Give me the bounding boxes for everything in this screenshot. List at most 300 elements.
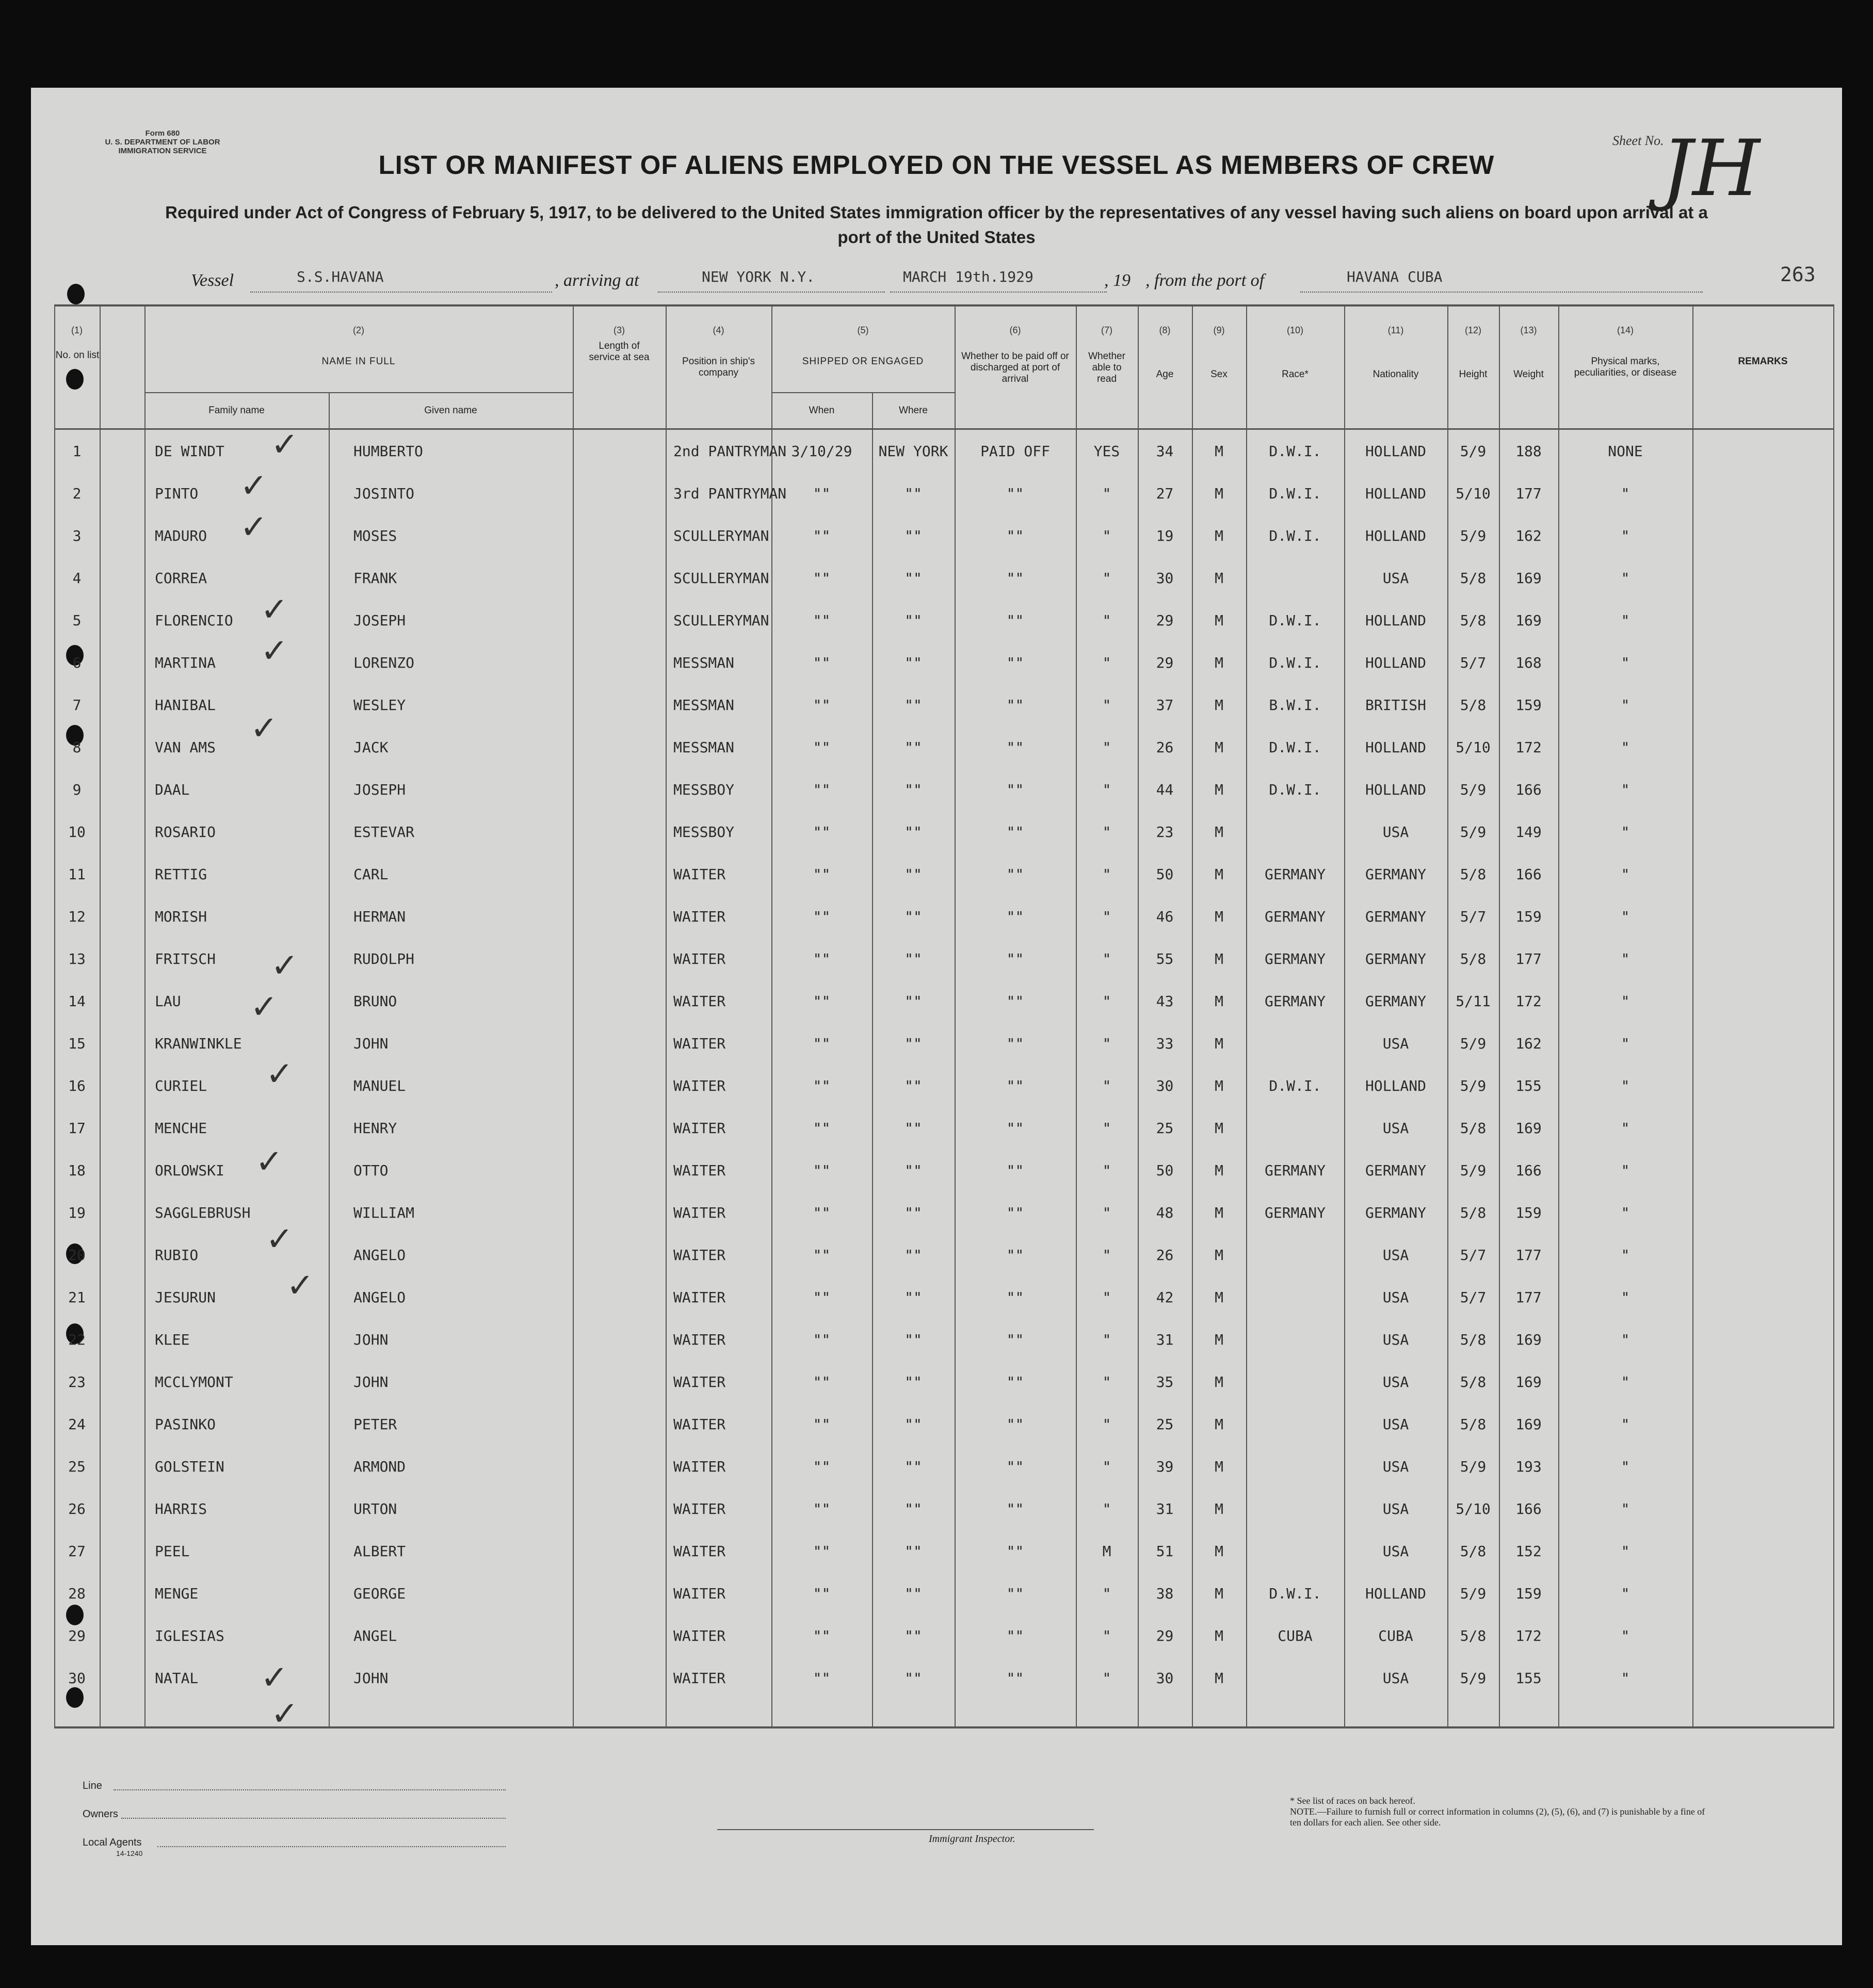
sex-cell: M [1215, 1416, 1223, 1433]
paid-off-cell: "" [1006, 697, 1024, 714]
shipped-divider [771, 392, 955, 393]
able-to-read-cell: " [1102, 1416, 1111, 1433]
crew-table [54, 304, 1834, 1733]
sex-cell: M [1215, 1162, 1223, 1179]
position-cell: MESSMAN [673, 697, 735, 714]
able-to-read-cell: " [1102, 570, 1111, 587]
able-to-read-cell: " [1102, 1289, 1111, 1306]
stamp-number: 263 [1780, 263, 1816, 286]
nationality-cell: USA [1382, 1500, 1409, 1517]
nationality-cell: HOLLAND [1365, 485, 1426, 502]
given-name-cell: LORENZO [353, 654, 415, 671]
physical-marks-cell: " [1621, 485, 1630, 502]
race-cell: GERMANY [1264, 950, 1326, 967]
age-cell: 46 [1156, 908, 1174, 925]
shipped-when-cell: "" [813, 612, 831, 629]
sex-cell: M [1215, 1035, 1223, 1052]
table-row [54, 1065, 1834, 1107]
shipped-where-cell: "" [905, 1331, 922, 1348]
weight-cell: 177 [1515, 485, 1542, 502]
row-number-cell: 22 [68, 1331, 86, 1348]
year-label: , 19 [1104, 271, 1131, 290]
able-to-read-cell: " [1102, 1373, 1111, 1391]
row-number-cell: 30 [68, 1670, 86, 1687]
table-row [54, 1108, 1834, 1149]
race-cell: D.W.I. [1269, 485, 1321, 502]
age-cell: 44 [1156, 781, 1174, 798]
given-name-cell: RUDOLPH [353, 950, 415, 967]
family-name-cell: FRITSCH [155, 950, 216, 967]
header-where: Where [899, 405, 928, 416]
form-number: Form 680 [145, 129, 180, 138]
check-mark: ✓ [261, 591, 288, 629]
physical-marks-cell: " [1621, 1035, 1630, 1052]
table-row [54, 854, 1834, 895]
header-able-read: Whether able to read [1088, 351, 1125, 384]
given-name-cell: ARMOND [353, 1458, 406, 1475]
sex-cell: M [1215, 993, 1223, 1010]
height-cell: 5/8 [1460, 1331, 1487, 1348]
table-row [54, 1362, 1834, 1403]
nationality-cell: HOLLAND [1365, 527, 1426, 544]
paid-off-cell: "" [1006, 485, 1024, 502]
vessel-name: S.S.HAVANA [297, 268, 384, 285]
document-subtitle [83, 200, 1790, 250]
age-cell: 26 [1156, 739, 1174, 756]
physical-marks-cell: " [1621, 527, 1630, 544]
able-to-read-cell: " [1102, 866, 1111, 883]
shipped-when-cell: "" [813, 1543, 831, 1560]
paid-off-cell: "" [1006, 950, 1024, 967]
nationality-cell: USA [1382, 1035, 1409, 1052]
nationality-cell: GERMANY [1365, 866, 1426, 883]
row-number-cell: 5 [72, 612, 82, 629]
weight-cell: 169 [1515, 1331, 1542, 1348]
table-row [54, 515, 1834, 557]
sex-cell: M [1215, 950, 1223, 967]
header-given-name: Given name [424, 405, 477, 416]
shipped-when-cell: "" [813, 527, 831, 544]
race-cell [1246, 1023, 1344, 1064]
row-number-cell: 6 [72, 654, 82, 671]
able-to-read-cell: " [1102, 823, 1111, 841]
height-cell: 5/8 [1460, 570, 1487, 587]
race-cell [1246, 1362, 1344, 1403]
able-to-read-cell: " [1102, 1035, 1111, 1052]
family-name-cell: SAGGLEBRUSH [155, 1204, 251, 1221]
nationality-cell: GERMANY [1365, 993, 1426, 1010]
weight-cell: 177 [1515, 1247, 1542, 1264]
able-to-read-cell: " [1102, 1247, 1111, 1264]
paid-off-cell: "" [1006, 1077, 1024, 1094]
race-cell: D.W.I. [1269, 1077, 1321, 1094]
physical-marks-cell: " [1621, 1373, 1630, 1391]
height-cell: 5/8 [1460, 950, 1487, 967]
shipped-where-cell: "" [905, 1670, 922, 1687]
shipped-where-cell: "" [905, 1543, 922, 1560]
race-cell: D.W.I. [1269, 1585, 1321, 1602]
shipped-when-cell: "" [813, 1120, 831, 1137]
race-cell: GERMANY [1264, 1204, 1326, 1221]
nationality-cell: GERMANY [1365, 908, 1426, 925]
family-name-cell: MENCHE [155, 1120, 207, 1137]
shipped-where-cell: "" [905, 866, 922, 883]
table-row [54, 473, 1834, 514]
document-title: LIST OR MANIFEST OF ALIENS EMPLOYED ON THE VESSEL AS MEMBERS OF CREW [378, 150, 1495, 180]
shipped-when-cell: "" [813, 654, 831, 671]
physical-marks-cell: " [1621, 1543, 1630, 1560]
sex-cell: M [1215, 866, 1223, 883]
given-name-cell: PETER [353, 1416, 397, 1433]
paid-off-cell: "" [1006, 1204, 1024, 1221]
family-name-cell: FLORENCIO [155, 612, 233, 629]
age-cell: 31 [1156, 1500, 1174, 1517]
weight-cell: 159 [1515, 697, 1542, 714]
paid-off-cell: "" [1006, 866, 1024, 883]
shipped-when-cell: "" [813, 1204, 831, 1221]
given-name-cell: CARL [353, 866, 389, 883]
weight-cell: 172 [1515, 993, 1542, 1010]
able-to-read-cell: " [1102, 485, 1111, 502]
sex-cell: M [1215, 1670, 1223, 1687]
position-cell: WAITER [673, 1458, 726, 1475]
table-row [54, 1319, 1834, 1361]
race-cell [1246, 1277, 1344, 1318]
height-cell: 5/9 [1460, 1458, 1487, 1475]
given-name-cell: JOSEPH [353, 612, 406, 629]
physical-marks-cell: " [1621, 866, 1630, 883]
shipped-when-cell: 3/10/29 [791, 443, 852, 460]
header-remarks: REMARKS [1738, 356, 1788, 367]
row-number-cell: 19 [68, 1204, 86, 1221]
height-cell: 5/10 [1456, 1500, 1491, 1517]
sex-cell: M [1215, 1585, 1223, 1602]
race-cell: GERMANY [1264, 866, 1326, 883]
row-number-cell: 9 [72, 781, 82, 798]
header-position: Position in ship's company [682, 356, 755, 378]
col-num-2: (2) [353, 325, 364, 335]
race-cell [1246, 1404, 1344, 1445]
sex-cell: M [1215, 1458, 1223, 1475]
shipped-where-cell: "" [905, 485, 922, 502]
position-cell: WAITER [673, 1204, 726, 1221]
able-to-read-cell: " [1102, 1500, 1111, 1517]
nationality-cell: USA [1382, 1416, 1409, 1433]
shipped-when-cell: "" [813, 697, 831, 714]
physical-marks-cell: " [1621, 781, 1630, 798]
age-cell: 39 [1156, 1458, 1174, 1475]
paid-off-cell: "" [1006, 781, 1024, 798]
shipped-when-cell: "" [813, 1077, 831, 1094]
weight-cell: 149 [1515, 823, 1542, 841]
given-name-cell: JACK [353, 739, 389, 756]
height-cell: 5/10 [1456, 485, 1491, 502]
weight-cell: 169 [1515, 1373, 1542, 1391]
given-name-cell: JOHN [353, 1373, 389, 1391]
shipped-where-cell: "" [905, 1120, 922, 1137]
race-cell [1246, 1531, 1344, 1572]
nationality-cell: HOLLAND [1365, 781, 1426, 798]
able-to-read-cell: " [1102, 527, 1111, 544]
col-num-4: (4) [713, 325, 724, 335]
table-row [54, 896, 1834, 938]
local-agents-label: Local Agents [83, 1837, 142, 1848]
shipped-when-cell: "" [813, 1373, 831, 1391]
table-row [54, 1150, 1834, 1191]
height-cell: 5/7 [1460, 654, 1487, 671]
age-cell: 38 [1156, 1585, 1174, 1602]
age-cell: 42 [1156, 1289, 1174, 1306]
given-name-cell: JOSINTO [353, 485, 415, 502]
position-cell: MESSBOY [673, 781, 735, 798]
height-cell: 5/8 [1460, 697, 1487, 714]
shipped-when-cell: "" [813, 739, 831, 756]
able-to-read-cell: " [1102, 781, 1111, 798]
given-name-cell: ANGELO [353, 1289, 406, 1306]
weight-cell: 169 [1515, 612, 1542, 629]
check-mark: ✓ [271, 1695, 299, 1733]
col-num-6: (6) [1009, 325, 1021, 335]
family-name-cell: ROSARIO [155, 823, 216, 841]
able-to-read-cell: " [1102, 739, 1111, 756]
able-to-read-cell: " [1102, 1585, 1111, 1602]
height-cell: 5/7 [1460, 908, 1487, 925]
shipped-when-cell: "" [813, 1416, 831, 1433]
table-row [54, 1531, 1834, 1572]
nationality-cell: GERMANY [1365, 950, 1426, 967]
inspector-label: Immigrant Inspector. [929, 1833, 1015, 1845]
family-name-cell: PINTO [155, 485, 199, 502]
sheet-value: JH [1661, 124, 1760, 214]
shipped-where-cell: "" [905, 1458, 922, 1475]
col-num-14: (14) [1617, 325, 1634, 335]
shipped-when-cell: "" [813, 908, 831, 925]
arriving-line [658, 292, 885, 293]
agents-code: 14-1240 [116, 1849, 143, 1857]
physical-marks-cell: " [1621, 1247, 1630, 1264]
check-mark: ✓ [261, 632, 288, 670]
shipped-when-cell: "" [813, 1247, 831, 1264]
position-cell: WAITER [673, 1120, 726, 1137]
race-cell: GERMANY [1264, 993, 1326, 1010]
height-cell: 5/9 [1460, 823, 1487, 841]
position-cell: SCULLERYMAN [673, 527, 769, 544]
position-cell: WAITER [673, 1416, 726, 1433]
shipped-when-cell: "" [813, 1162, 831, 1179]
row-number-cell: 23 [68, 1373, 86, 1391]
header-paid-off: Whether to be paid off or discharged at port of arrival [961, 351, 1069, 384]
given-name-cell: JOHN [353, 1331, 389, 1348]
from-port-line [1300, 292, 1703, 293]
age-cell: 31 [1156, 1331, 1174, 1348]
position-cell: WAITER [673, 866, 726, 883]
height-cell: 5/8 [1460, 1416, 1487, 1433]
sex-cell: M [1215, 823, 1223, 841]
arriving-port: NEW YORK N.Y. [702, 268, 815, 285]
family-name-cell: MENGE [155, 1585, 199, 1602]
table-top-rule [54, 304, 1834, 306]
weight-cell: 152 [1515, 1543, 1542, 1560]
sex-cell: M [1215, 485, 1223, 502]
nationality-cell: HOLLAND [1365, 654, 1426, 671]
shipped-where-cell: "" [905, 1416, 922, 1433]
header-physical-marks: Physical marks, peculiarities, or disease [1574, 356, 1677, 378]
shipped-where-cell: "" [905, 1204, 922, 1221]
position-cell: MESSMAN [673, 654, 735, 671]
age-cell: 29 [1156, 1627, 1174, 1644]
table-row [54, 812, 1834, 853]
nationality-cell: HOLLAND [1365, 443, 1426, 460]
from-port-label: , from the port of [1145, 271, 1265, 290]
weight-cell: 159 [1515, 1585, 1542, 1602]
row-number-cell: 18 [68, 1162, 86, 1179]
check-mark: ✓ [271, 947, 299, 985]
physical-marks-cell: " [1621, 1627, 1630, 1644]
col-num-12: (12) [1464, 325, 1481, 335]
race-cell: D.W.I. [1269, 443, 1321, 460]
family-name-cell: RUBIO [155, 1247, 199, 1264]
race-cell: D.W.I. [1269, 739, 1321, 756]
shipped-where-cell: "" [905, 1289, 922, 1306]
paid-off-cell: "" [1006, 570, 1024, 587]
height-cell: 5/9 [1460, 1162, 1487, 1179]
given-name-cell: ANGEL [353, 1627, 397, 1644]
paid-off-cell: "" [1006, 1670, 1024, 1687]
header-name-in-full: NAME IN FULL [321, 356, 396, 367]
age-cell: 43 [1156, 993, 1174, 1010]
able-to-read-cell: " [1102, 1162, 1111, 1179]
paid-off-cell: "" [1006, 1162, 1024, 1179]
able-to-read-cell: " [1102, 1670, 1111, 1687]
row-number-cell: 16 [68, 1077, 86, 1094]
physical-marks-cell: " [1621, 1458, 1630, 1475]
check-mark: ✓ [271, 426, 299, 464]
physical-marks-cell: " [1621, 654, 1630, 671]
shipped-where-cell: "" [905, 739, 922, 756]
arrival-date: MARCH 19th.1929 [903, 268, 1034, 285]
table-row [54, 1573, 1834, 1614]
shipped-where-cell: "" [905, 697, 922, 714]
nationality-cell: HOLLAND [1365, 1077, 1426, 1094]
col-num-10: (10) [1286, 325, 1303, 335]
row-number-cell: 7 [72, 697, 82, 714]
given-name-cell: URTON [353, 1500, 397, 1517]
race-cell: D.W.I. [1269, 612, 1321, 629]
able-to-read-cell: " [1102, 1077, 1111, 1094]
shipped-when-cell: "" [813, 1585, 831, 1602]
header-bottom-rule [54, 428, 1834, 430]
arriving-label: , arriving at [555, 271, 639, 290]
header-shipped-engaged: SHIPPED OR ENGAGED [802, 356, 924, 367]
paid-off-cell: "" [1006, 823, 1024, 841]
row-number-cell: 17 [68, 1120, 86, 1137]
race-cell [1246, 1489, 1344, 1530]
nationality-cell: HOLLAND [1365, 739, 1426, 756]
sex-cell: M [1215, 612, 1223, 629]
col-num-11: (11) [1387, 325, 1404, 335]
race-cell [1246, 1319, 1344, 1361]
shipped-when-cell: "" [813, 1627, 831, 1644]
sex-cell: M [1215, 1627, 1223, 1644]
given-name-cell: MOSES [353, 527, 397, 544]
age-cell: 55 [1156, 950, 1174, 967]
age-cell: 23 [1156, 823, 1174, 841]
family-name-cell: CURIEL [155, 1077, 207, 1094]
row-number-cell: 13 [68, 950, 86, 967]
race-cell [1246, 1235, 1344, 1276]
subtitle-line-2: port of the United States [837, 228, 1036, 247]
able-to-read-cell: " [1102, 950, 1111, 967]
sex-cell: M [1215, 570, 1223, 587]
given-name-cell: WILLIAM [353, 1204, 415, 1221]
given-name-cell: ALBERT [353, 1543, 406, 1560]
race-cell [1246, 812, 1344, 853]
position-cell: WAITER [673, 993, 726, 1010]
physical-marks-cell: " [1621, 908, 1630, 925]
physical-marks-cell: " [1621, 1500, 1630, 1517]
age-cell: 19 [1156, 527, 1174, 544]
given-name-cell: WESLEY [353, 697, 406, 714]
given-name-cell: GEORGE [353, 1585, 406, 1602]
table-row [54, 1192, 1834, 1234]
physical-marks-cell: " [1621, 570, 1630, 587]
family-name-cell: IGLESIAS [155, 1627, 224, 1644]
height-cell: 5/9 [1460, 1670, 1487, 1687]
physical-marks-cell: " [1621, 1331, 1630, 1348]
sex-cell: M [1215, 697, 1223, 714]
position-cell: WAITER [673, 1627, 726, 1644]
family-name-cell: MCCLYMONT [155, 1373, 233, 1391]
row-number-cell: 10 [68, 823, 86, 841]
height-cell: 5/9 [1460, 443, 1487, 460]
service: IMMIGRATION SERVICE [118, 147, 207, 155]
age-cell: 51 [1156, 1543, 1174, 1560]
nationality-cell: USA [1382, 1331, 1409, 1348]
row-number-cell: 29 [68, 1627, 86, 1644]
able-to-read-cell: " [1102, 1458, 1111, 1475]
department: U. S. DEPARTMENT OF LABOR [105, 138, 220, 147]
shipped-where-cell: "" [905, 1585, 922, 1602]
position-cell: WAITER [673, 1543, 726, 1560]
name-divider [144, 392, 573, 393]
age-cell: 50 [1156, 866, 1174, 883]
races-note: * See list of races on back hereof. [1290, 1796, 1415, 1806]
weight-cell: 159 [1515, 908, 1542, 925]
paid-off-cell: PAID OFF [980, 443, 1050, 460]
position-cell: WAITER [673, 1331, 726, 1348]
from-port: HAVANA CUBA [1347, 268, 1443, 285]
paid-off-cell: "" [1006, 1247, 1024, 1264]
weight-cell: 193 [1515, 1458, 1542, 1475]
given-name-cell: FRANK [353, 570, 397, 587]
position-cell: MESSMAN [673, 739, 735, 756]
row-number-cell: 21 [68, 1289, 86, 1306]
paid-off-cell: "" [1006, 1289, 1024, 1306]
height-cell: 5/9 [1460, 781, 1487, 798]
header-height: Height [1459, 369, 1488, 380]
race-cell: B.W.I. [1269, 697, 1321, 714]
shipped-when-cell: "" [813, 1670, 831, 1687]
weight-cell: 166 [1515, 866, 1542, 883]
shipped-where-cell: "" [905, 908, 922, 925]
table-row [54, 600, 1834, 641]
height-cell: 5/8 [1460, 866, 1487, 883]
age-cell: 29 [1156, 654, 1174, 671]
height-cell: 5/9 [1460, 1077, 1487, 1094]
race-cell [1246, 558, 1344, 599]
weight-cell: 169 [1515, 570, 1542, 587]
row-number-cell: 25 [68, 1458, 86, 1475]
